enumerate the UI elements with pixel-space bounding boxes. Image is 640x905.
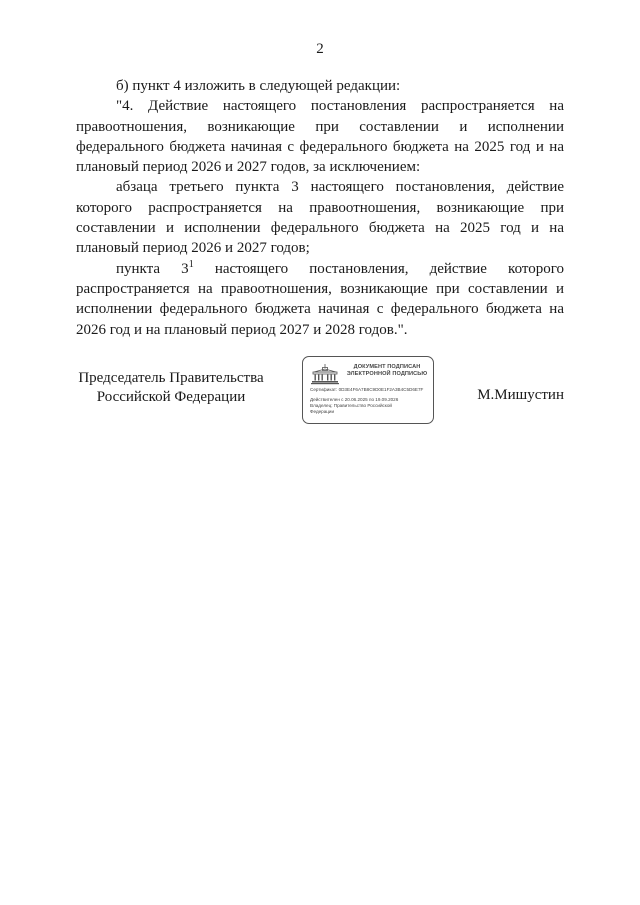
stamp-owner-line-1: Владелец: Правительство Российской [310, 403, 392, 408]
paragraph-exception-2 [76, 259, 564, 340]
paragraph-amendment-intro: б) пункт 4 изложить в следующей редакции: [116, 78, 401, 94]
paragraph-exception-1: абзаца третьего пункта 3 настоящего постановления, действие которого распространяется на правоотношения, возникающие при составлении и исполнении федерального бюджета на 2025 год и на плановый период 2026 и 2027 годов; [76, 179, 564, 257]
stamp-heading-line-2: ЭЛЕКТРОННОЙ ПОДПИСЬЮ [346, 371, 428, 377]
signatory-name: М.Мишустин [477, 387, 564, 403]
stamp-owner-line-2: Федерации [310, 409, 335, 414]
exception-2-text: настоящего постановления, действие которого распространяется на правоотношения, возникающие при составлении и исполнении федерального бюджета начиная с федерального бюджета на 2026 год и на плановый период 2027 и 2028 годов.". [76, 260, 565, 338]
electronic-signature-stamp [302, 356, 434, 424]
signatory-title-line-2: Российской Федерации [96, 389, 246, 405]
page-number: 2 [316, 41, 324, 57]
stamp-heading-line-1: ДОКУМЕНТ ПОДПИСАН [353, 364, 421, 370]
paragraph-clause-4: "4. Действие настоящего постановления распространяется на правоотношения, возникающие при составлении и исполнении федерального бюджета начиная с федерального бюджета на 2025 год и на плановый период 2026 и 2027 годов, за исключением: [76, 98, 564, 176]
stamp-certificate: Сертификат: 0D3E4F6A7B8C9D0E1F2A3B4C5D6E7F [310, 387, 424, 392]
exception-2-lead: пункта 3 [116, 260, 189, 277]
superscript-marker: 1 [188, 258, 194, 270]
document-body [76, 76, 564, 340]
stamp-validity: Действителен с 20.06.2025 по 19.09.2026 [310, 397, 399, 402]
government-building-icon [310, 363, 340, 385]
stamp-heading [343, 364, 431, 378]
signatory-title-line-1: Председатель Правительства [78, 370, 264, 386]
signatory-title [76, 369, 266, 407]
